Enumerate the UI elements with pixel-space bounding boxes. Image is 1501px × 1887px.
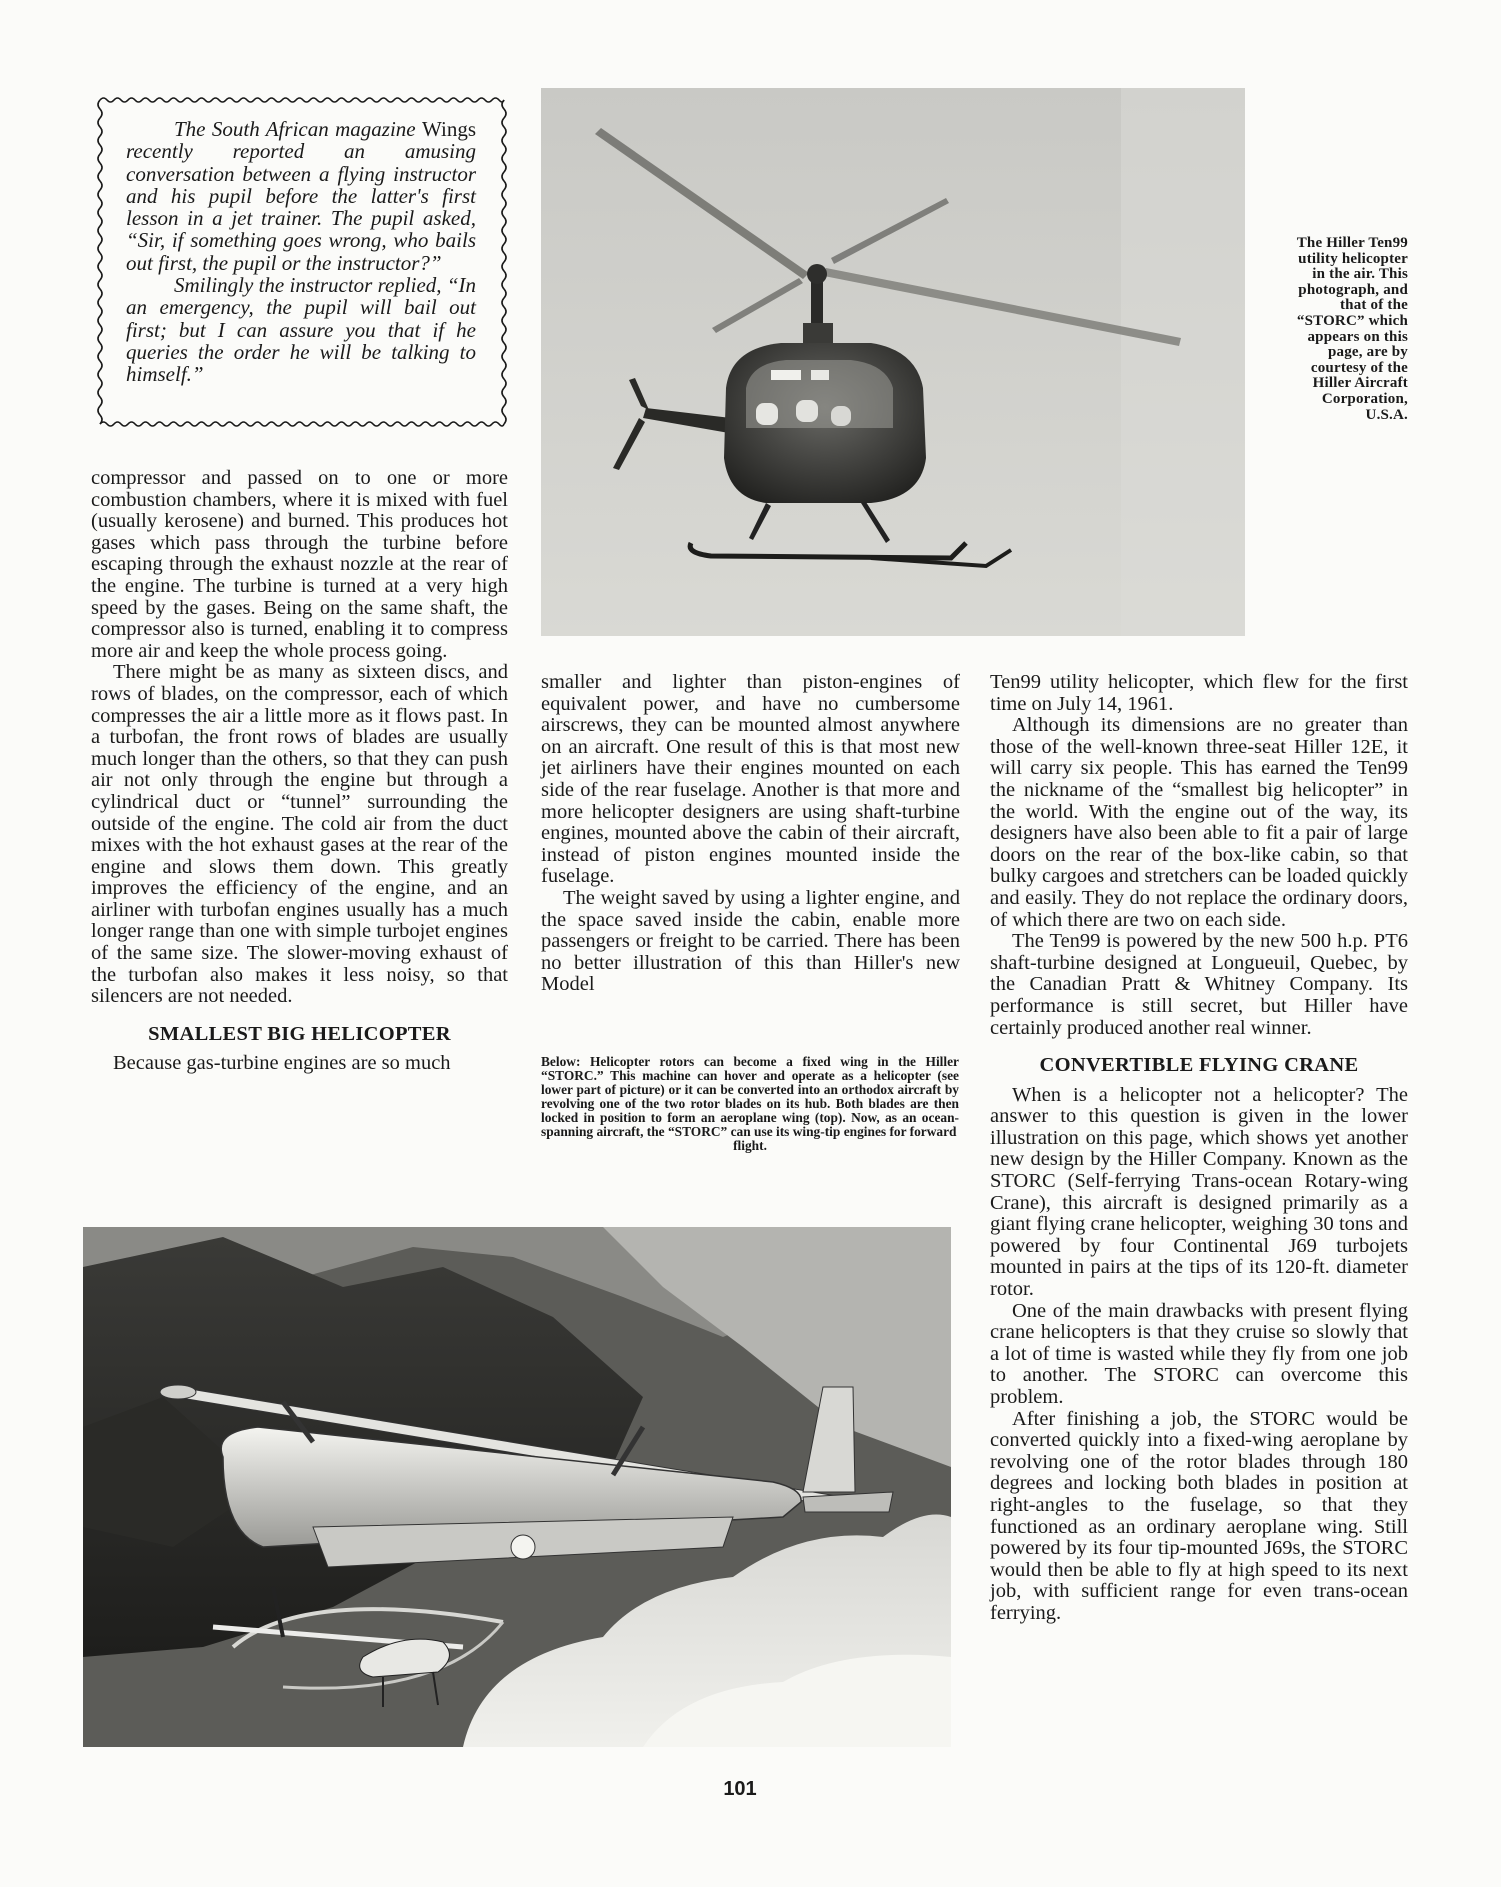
col1-paragraph-3: Because gas-turbine engines are so much <box>113 1052 451 1075</box>
quote-paragraph-1: The South African magazine Wings recently reported an amusing conversation between a flying instructor and his pupil before the latter's first lesson in a jet trainer. The pupil asked, “Sir, if something goes wrong, who bails out first, the pupil or the instructor?” <box>126 117 476 275</box>
heading-convertible-flying-crane: CONVERTIBLE FLYING CRANE <box>1039 1054 1359 1077</box>
hiller-photo-caption: The Hiller Ten99 utility helicopter in the air. This photograph, and that of the “STORC” which appears on this page, are by courtesy of the Hiller Aircraft Corporation, U.S.A. <box>1296 235 1408 423</box>
storc-caption: Below: Helicopter rotors can become a fixed wing in the Hiller “STORC.” This machine can hover and operate as a helicopter (see lower part of picture) or it can be converted into an orthodox aircraft by revolving one of the two rotor blades on its hub. Both blades are then locked in position to form an aeroplane wing (top). Now, as an ocean-spanning aircraft, the “STORC” can use its wing-tip engines for forward flight. <box>541 1054 959 1153</box>
storc-image <box>83 1227 951 1747</box>
column-3 <box>990 672 1408 1625</box>
col1-paragraph-2: There might be as many as sixteen discs, and rows of blades, on the compressor, each of which compresses the air a little more as it flows past. In a turbofan, the front rows of blades are usually much longer than the others, so that they can push air not only through the engine but through a cylindrical duct or “tunnel” surrounding the outside of the engine. The cold air from the duct mixes with the hot exhaust gases at the rear of the engine and slows them down. This greatly improves the efficiency of the engine, and an airliner with turbofan engines usually has a much longer range than one with simple turbojet engines of the same size. The slower-moving exhaust of the turbofan also makes it less noisy, so that silencers are not needed. <box>91 661 508 1008</box>
col3-paragraph-6: After finishing a job, the STORC would be converted quickly into a fixed-wing aeroplane by revolving one of the rotor blades through 180 degrees and locking both blades in position at right-angles to the fuselage, so that they functioned as an ordinary aeroplane wing. Still powered by its four tip-mounted J69s, the STORC would then be able to fly at high speed to its next job, with sufficient range for even trans-ocean ferrying. <box>990 1407 1408 1624</box>
sidebar-quote-text <box>126 118 476 386</box>
col3-paragraph-2: Although its dimensions are no greater than those of the well-known three-seat Hiller 12E, it will carry six people. This has earned the Ten99 the nickname of the “smallest big helicopter” in the world. With the engine out of the way, its designers have also been able to fit a pair of large doors on the rear of the box-like cabin, so that bulky cargoes and stretchers can be loaded quickly and easily. They do not replace the ordinary doors, of which there are two on each side. <box>990 714 1408 931</box>
column-1 <box>91 468 508 1075</box>
col3-paragraph-5: One of the main drawbacks with present flying crane helicopters is that they cruise so slowly that a lot of time is wasted while they fly from one job to another. The STORC can overcome this problem. <box>990 1299 1408 1408</box>
sidebar-quote-box <box>92 92 512 432</box>
storc-illustration <box>83 1227 951 1747</box>
col3-paragraph-1: Ten99 utility helicopter, which flew for the first time on July 14, 1961. <box>990 671 1408 715</box>
column-2 <box>541 672 960 996</box>
col1-paragraph-1: compressor and passed on to one or more combustion chambers, where it is mixed with fuel (usually kerosene) and burned. This produces hot gases which pass through the turbine before escaping through the exhaust nozzle at the rear of the engine. The turbine is turned at a very high speed by the gases. Being on the same shaft, the compressor also is turned, enabling it to compress more air and keep the whole process going. <box>91 467 508 662</box>
col2-paragraph-2: The weight saved by using a lighter engine, and the space saved inside the cabin, enable more passengers or freight to be carried. There has been no better illustration of this than Hiller's new Model <box>541 886 960 996</box>
hiller-ten99-photo <box>541 88 1245 636</box>
col3-paragraph-4: When is a helicopter not a helicopter? The answer to this question is given in the lower illustration on this page, which shows yet another new design by the Hiller Company. Known as the STORC (Self-ferrying Trans-ocean Rotary-wing Crane), this aircraft is designed primarily as a giant flying crane helicopter, weighing 30 tons and powered by four Continental J69 turbojets mounted in pairs at the tips of its 120-ft. diameter rotor. <box>990 1083 1408 1301</box>
helicopter-image <box>541 88 1245 636</box>
col2-paragraph-1: smaller and lighter than piston-engines of equivalent power, and have no cumbersome airscrews, they can be mounted almost anywhere on an aircraft. One result of this is that most new jet airliners have their engines mounted on each side of the rear fuselage. Another is that more and more helicopter designers are using shaft-turbine engines, mounted above the cabin of their aircraft, instead of piston engines mounted inside the fuselage. <box>541 671 960 888</box>
heading-smallest-big-helicopter: SMALLEST BIG HELICOPTER <box>148 1022 451 1045</box>
col3-paragraph-3: The Ten99 is powered by the new 500 h.p. PT6 shaft-turbine designed at Longueuil, Quebec, by the Canadian Pratt & Whitney Company. Its performance is still secret, but Hiller have certainly produced another real winner. <box>990 930 1408 1039</box>
quote-paragraph-2: Smilingly the instructor replied, “In an emergency, the pupil will bail out first; but I can assure you that if he queries the order he will be talking to himself.” <box>126 273 476 387</box>
magazine-title: Wings <box>422 117 476 141</box>
page-number: 101 <box>723 1778 757 1800</box>
